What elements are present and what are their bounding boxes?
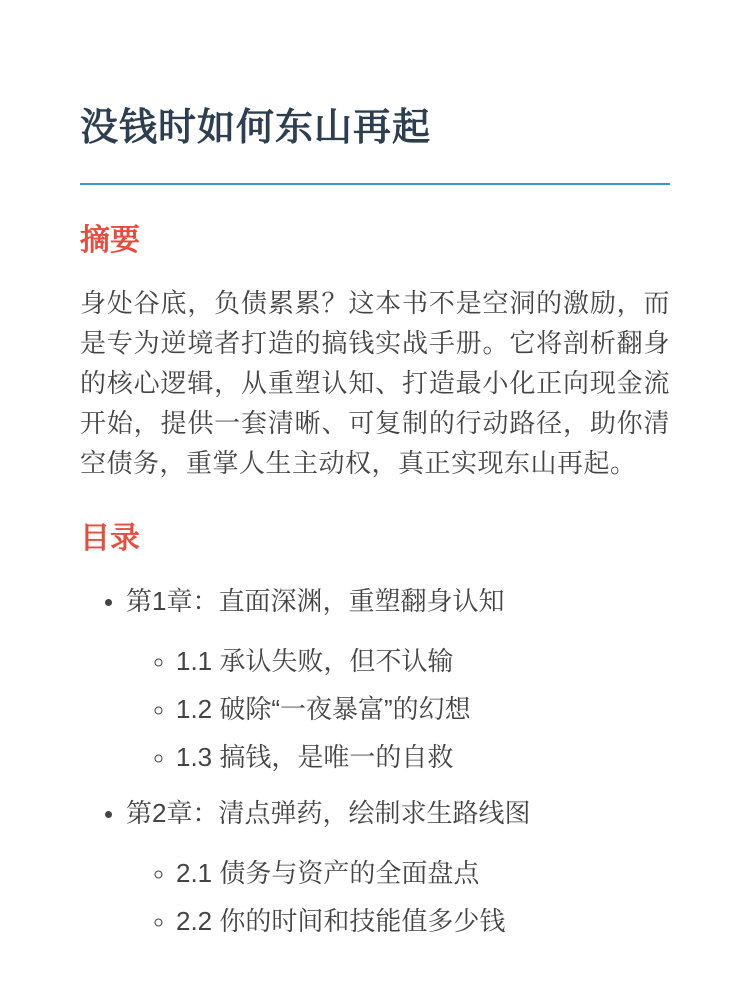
toc-list bbox=[80, 581, 670, 941]
toc-section: ◦ 1.2 破除“一夜暴富”的幻想 bbox=[176, 689, 670, 729]
toc-section: ◦ 2.2 你的时间和技能值多少钱 bbox=[176, 901, 670, 941]
toc-chapter-2 bbox=[126, 793, 670, 941]
toc-section: ◦ 2.1 债务与资产的全面盘点 bbox=[176, 853, 670, 893]
toc-chapter-1-label: 第1章：直面深渊，重塑翻身认知 bbox=[126, 586, 505, 617]
toc-chapter-1-sections bbox=[126, 641, 670, 777]
toc-section: ◦ 1.3 搞钱，是唯一的自救 bbox=[176, 737, 670, 777]
toc-section: ◦ 1.1 承认失败，但不认输 bbox=[176, 641, 670, 681]
toc-chapter-1 bbox=[126, 581, 670, 777]
toc-chapter-2-label: 第2章：清点弹药，绘制求生路线图 bbox=[126, 798, 531, 829]
toc-chapter-2-sections bbox=[126, 853, 670, 941]
summary-heading: 摘要 bbox=[80, 224, 140, 258]
toc-heading: 目录 bbox=[80, 522, 140, 556]
summary-paragraph: 身处谷底，负债累累？这本书不是空洞的激励，而是专为逆境者打造的搞钱实战手册。它将剖析翻身的核心逻辑，从重塑认知、打造最小化正向现金流开始，提供一套清晰、可复制的行动路径，助你清空债务，重掌人生主动权，真正实现东山再起。 bbox=[80, 288, 670, 479]
page-title: 没钱时如何东山再起 bbox=[80, 104, 670, 185]
